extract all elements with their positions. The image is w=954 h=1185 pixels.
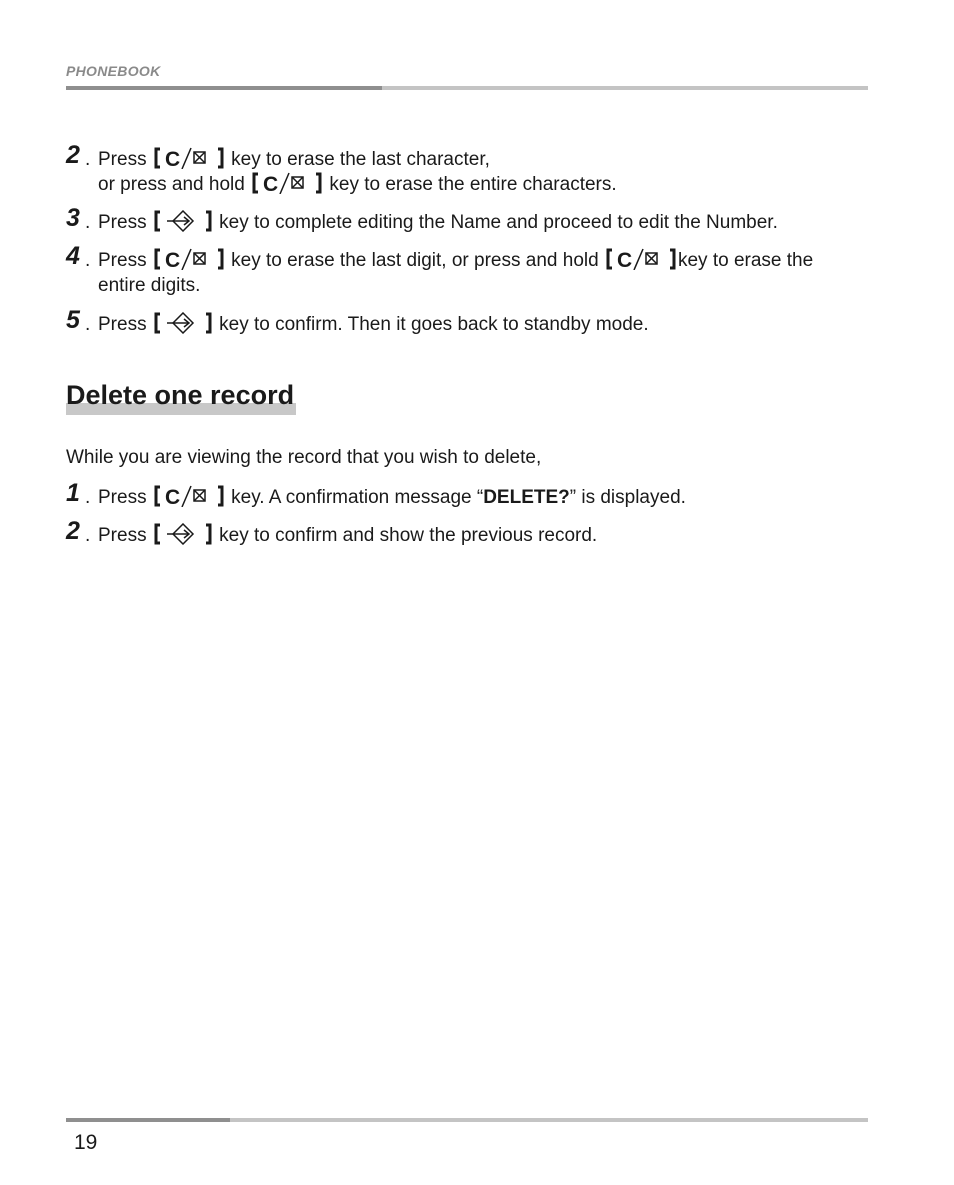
section-heading: [66, 379, 296, 411]
step-number: 1: [66, 479, 80, 507]
step-text: key to confirm. Then it goes back to standby mode.: [219, 314, 649, 335]
step-dot: .: [85, 212, 91, 233]
step-number: 2: [66, 141, 80, 169]
header-rule: [66, 86, 868, 90]
step-text-2: ” is displayed.: [569, 487, 686, 508]
step-dot: .: [85, 314, 91, 335]
c-clear-key-icon: [606, 248, 676, 270]
step-dot: .: [85, 487, 91, 508]
step-text: key to confirm and show the previous record.: [219, 525, 598, 546]
step-text-3: key to erase the entire characters.: [329, 174, 617, 195]
step-text-2: or press and hold: [98, 174, 245, 195]
edit-step-5: [66, 306, 649, 337]
confirmation-message: DELETE?: [483, 487, 570, 508]
edit-step-3: [66, 204, 778, 235]
c-clear-key-icon: [154, 248, 224, 270]
c-clear-key-icon: [154, 485, 224, 507]
ok-arrow-key-icon: [154, 312, 212, 334]
step-number: 4: [66, 242, 80, 270]
step-number: 5: [66, 306, 80, 334]
svg-text:C: C: [263, 173, 279, 194]
press-text: Press: [98, 250, 147, 271]
step-number: 2: [66, 517, 80, 545]
step-text: key. A confirmation message “: [231, 487, 484, 508]
c-clear-key-icon: [154, 147, 224, 169]
step-dot: .: [85, 250, 91, 271]
edit-step-4: [66, 242, 814, 298]
page-number: 19: [74, 1131, 98, 1154]
press-text: Press: [98, 525, 147, 546]
press-text: Press: [98, 149, 147, 170]
delete-step-1: [66, 479, 686, 510]
step-text: key to erase the last digit, or press and hold: [231, 250, 599, 271]
press-text: Press: [98, 314, 147, 335]
step-dot: .: [85, 525, 91, 546]
press-text: Press: [98, 212, 147, 233]
step-text: key to erase the last character,: [231, 149, 490, 170]
step-text-2: key to erase the: [677, 250, 814, 271]
step-text: key to complete editing the Name and proceed to edit the Number.: [219, 212, 778, 233]
step-text-3: entire digits.: [98, 275, 201, 296]
step-dot: .: [85, 149, 91, 170]
intro-text: While you are viewing the record that you wish to delete,: [66, 447, 542, 468]
section-title: Delete one record: [66, 380, 295, 410]
ok-arrow-key-icon: [154, 523, 212, 545]
step-number: 3: [66, 204, 80, 232]
delete-step-2: [66, 517, 598, 548]
ok-arrow-key-icon: [154, 210, 212, 232]
svg-text:C: C: [164, 148, 181, 169]
c-clear-key-icon: [252, 172, 322, 194]
edit-step-2: [66, 141, 617, 197]
header-section-label: PHONEBOOK: [66, 63, 161, 79]
footer-rule: [66, 1118, 868, 1122]
svg-text:C: C: [164, 486, 181, 507]
svg-text:C: C: [164, 249, 181, 270]
svg-text:C: C: [616, 249, 633, 270]
press-text: Press: [98, 487, 147, 508]
